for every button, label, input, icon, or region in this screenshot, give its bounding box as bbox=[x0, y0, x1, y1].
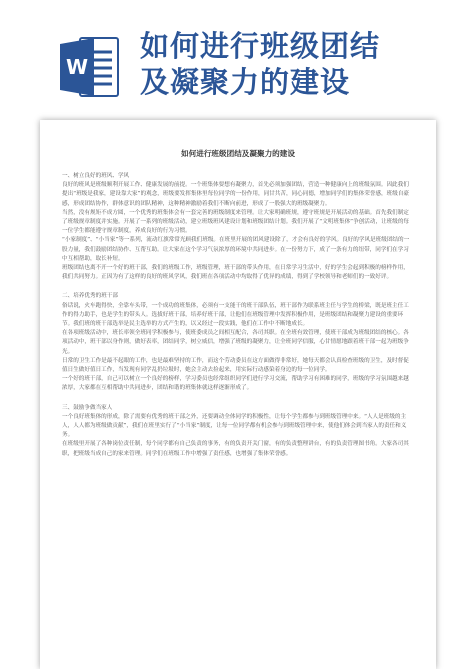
document-page-preview bbox=[40, 120, 436, 669]
section-1-paragraph-1: 良好的班风是班级顺利开展工作、健康发展的前提。一个班集体要想有凝聚力，首先必须加强团结，营造一种健康向上的班级氛围。因此我们提出“班级是我家，建设靠大家”的观念，班级要发挥集体里每位同学的一份作用，同甘共苦，同心同德，增加同学们的集体荣誉感，班级自豪感，形成团结协作，群体意识的团队精神，这种精神激励着我们不断向前进，形成了一股强大的班级凝聚力。 bbox=[62, 182, 410, 207]
document-body bbox=[62, 168, 414, 459]
page-heading: 如何进行班级团结及凝聚力的建设 bbox=[181, 149, 295, 158]
banner bbox=[0, 0, 474, 120]
section-1-paragraph-2: 当然，没有规矩不成方圆，一个优秀的班集体会有一套完善的班级制度来管理。让大家明确班规，遵守班规是开展活动的基础。首先我们制定了班级规章制度并实施。开展了一系列的班级活动，建立班级班风建设计划和班级团结计划。我们开展了“文明班集体”争创活动，让班级的每一位学生都能遵守规章制度，养成良好的行为习惯。 bbox=[62, 209, 410, 235]
section-2-paragraph-3: 日常的卫生工作是最不起眼的工作，也是最难坚持的工作，而这个劳动委员在这方面做得非常好，她每天都会认真检查班级的卫生，及时督促值日生做好值日工作，当发现有同学乱扔垃圾时，她会主动去捡起来，用实际行动感染着身边的每一位同学。 bbox=[62, 357, 409, 374]
section-1-heading: 一、树立良好的班风、学风 bbox=[62, 173, 130, 179]
section-2-paragraph-1: 俗话说，火车跑得快，全靠车头带，一个成功的班集体，必须有一支能干的班干部队伍，班干部作为联系班主任与学生的桥梁，既是班主任工作的得力助手，也是学生的带头人。选拔好班干部，培养好班干部，让他们在班级管理中发挥积极作用，是班级团结和凝聚力建设的重要环节。我们班的班干部选举是民主选举的方式产生的，以又经过一段实践，他们在工作中不断地成长。 bbox=[62, 302, 409, 328]
section-2-heading: 二、培养优秀的班干部 bbox=[62, 293, 118, 300]
section-1-paragraph-4: 班级团结也离不开一个好的班干部，我们的班级工作，班级管理，班干部的带头作用，在日常学习生活中，好的学生会起到积极的榜样作用，我们共同努力。正因为有了这样的良好的班风学风，我们班在各项活动中均取得了优异的成绩，得到了学校领导和老师们的一致好评。 bbox=[62, 265, 409, 281]
section-3-heading: 三、鼓励争做当家人 bbox=[62, 404, 113, 411]
document-title bbox=[140, 28, 460, 100]
section-2-paragraph-2: 在各项班级活动中，班长率领全班同学积极参与，使班委成员之间相互配合，各司其职。在全班有效管理，使班干部成为班级团结的核心。各项活动中，班干部以身作则，做好表率，团结同学，树立威信，增强了班级的凝聚力，让全班同学信服，心甘情愿地跟着班干部一起为班级争光。 bbox=[62, 330, 409, 355]
word-document-icon bbox=[60, 36, 120, 98]
section-2-paragraph-4: 一个好的班干部，自己可以树立一个良好的榜样，学习委员也经常组织同学们进行学习交流，帮助学习有困难的同学，班级的学习氛围越来越浓厚，大家都在互相帮助中共同进步，团结和谐的班集体就这样逐渐形成了。 bbox=[62, 376, 409, 392]
section-3-paragraph-2: 在班级里开展了各种岗位责任制，每个同学都有自己负责的事务，有的负责开关门窗，有的负责整理讲台，有的负责管理图书角。大家各司其职，把班级当成自己的家来管理。同学们在班级工作中增强了责任感，也增强了集体荣誉感。 bbox=[62, 441, 409, 457]
section-1-paragraph-3: “小家制度”、“小当家”等一系列，流动红旗常常光顾我们班级。在班里开展的团风建设除了，才会有良好的学风。良好的学风是班级团结的一股力量，我们鼓励团结协作、互帮互助。让大家在这个学习气氛浓厚的环境中共同进步。在一份努力下，成了一条有力的纽带，同学们在学习中互相帮助，取长补短。 bbox=[62, 237, 410, 262]
title-line-1: 如何进行班级团结 bbox=[140, 29, 381, 63]
section-3-paragraph-1: 一个良好班集体的形成，除了需要有优秀的班干部之外，还要调动全体同学的积极性，让每个学生都参与到班级管理中来。“人人是班级的主人，人人都为班级做贡献”，我们在班里实行了“小当家”制度，让每一位同学都有机会参与到班级管理中来，使他们体会到当家人的责任和义务。 bbox=[62, 413, 407, 439]
title-line-2: 及凝聚力的建设 bbox=[140, 65, 351, 99]
word-icon-letter: W bbox=[65, 55, 89, 79]
